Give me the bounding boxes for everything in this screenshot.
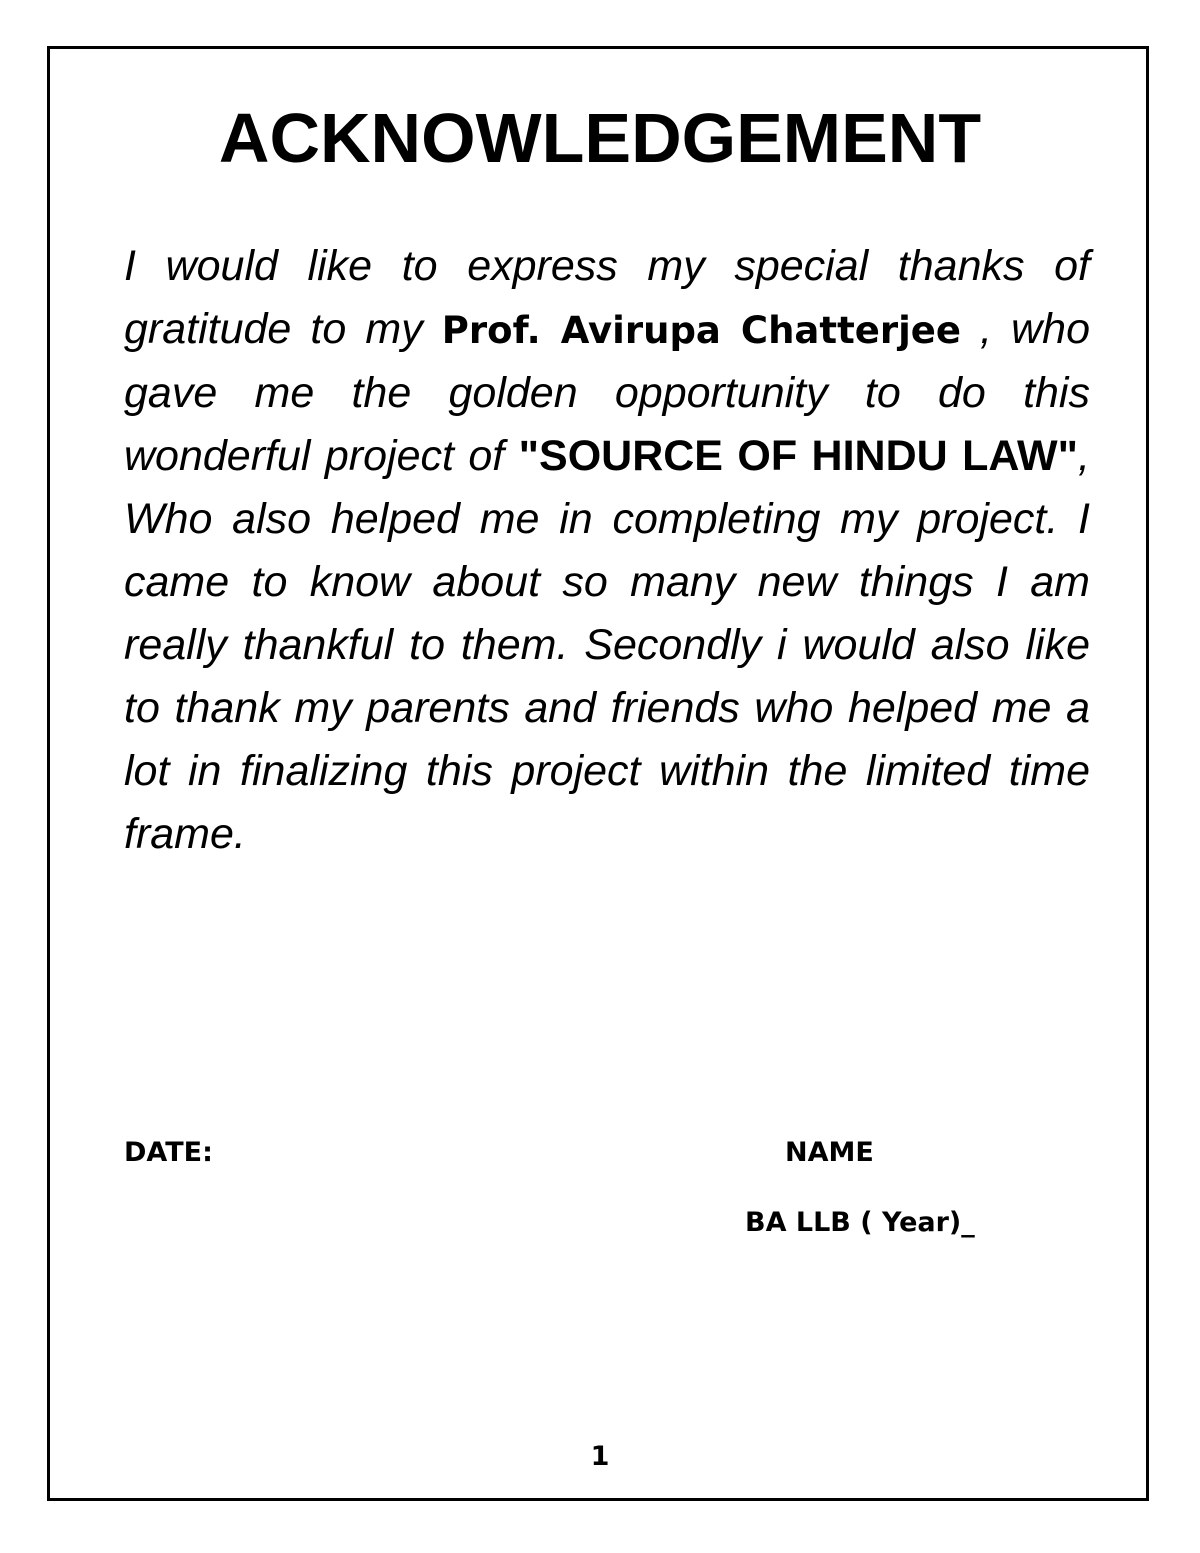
paragraph-middle: , who gave me the golden opportunity to do this wonderful project of (124, 305, 1090, 480)
paragraph-intro: I would like to express my special thanks of gratitude to my (124, 242, 1090, 353)
date-label: DATE: (124, 1137, 213, 1168)
page-number: 1 (590, 1441, 610, 1472)
name-label: NAME (785, 1137, 874, 1168)
class-year-label: BA LLB ( Year)_ (745, 1207, 975, 1238)
page-title: ACKNOWLEDGEMENT (218, 99, 982, 177)
acknowledgement-paragraph (124, 235, 1090, 866)
project-name: "SOURCE OF HINDU LAW" (518, 432, 1079, 480)
paragraph-closing: , Who also helped me in completing my project. I came to know about so many new things I am really thankful to them. Secondly i would also like to thank my parents and friends who helped me a lot in finalizing this project within the limited time frame. (124, 432, 1090, 858)
professor-name: Prof. Avirupa Chatterjee (441, 309, 961, 352)
